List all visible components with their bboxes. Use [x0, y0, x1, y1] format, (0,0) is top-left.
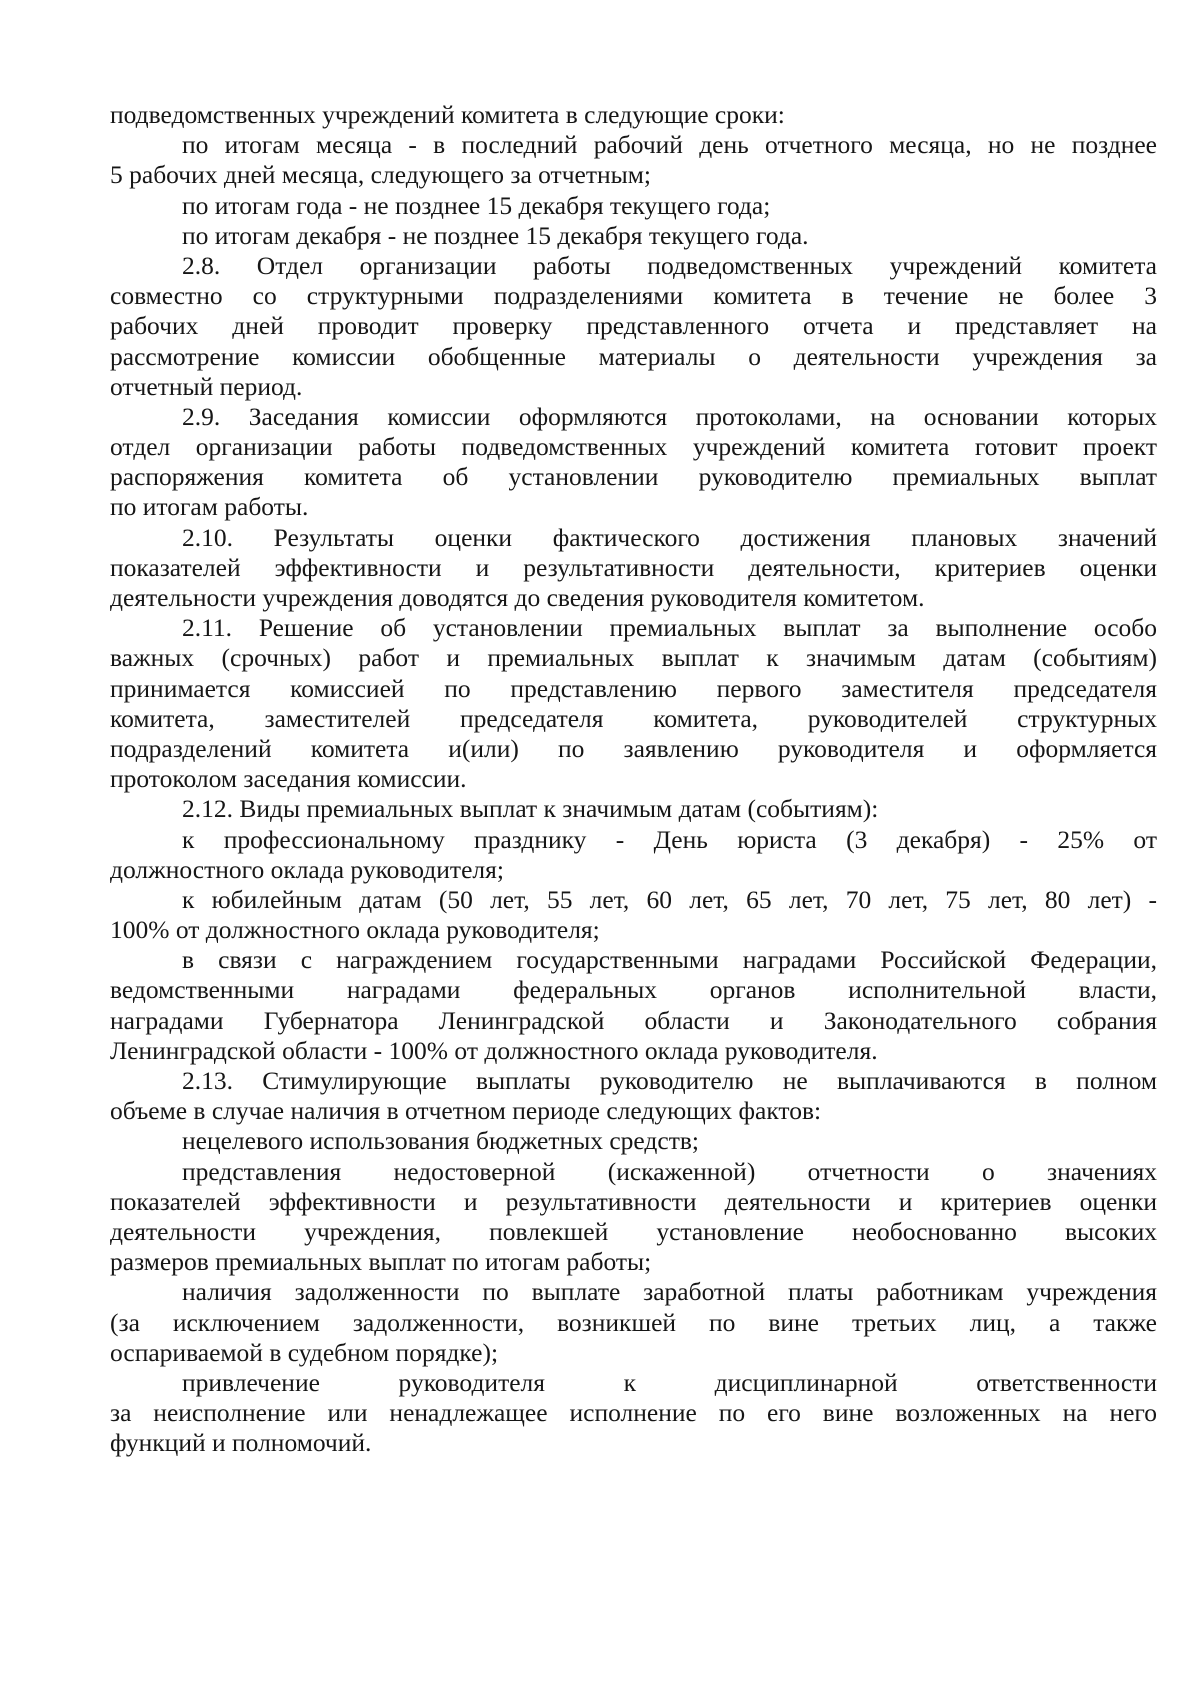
text-line: объеме в случае наличия в отчетном периоде следующих фактов:: [110, 1096, 822, 1126]
text-line: в связи с награждением государственными наградами Российской Федерации,: [182, 945, 1157, 975]
text-line: 2.9. Заседания комиссии оформляются протоколами, на основании которых: [182, 401, 1157, 431]
text-line: комитета, заместителей председателя комитета, руководителей структурных: [110, 703, 1157, 733]
text-line: 2.13. Стимулирующие выплаты руководителю не выплачиваются в полном: [182, 1066, 1157, 1095]
text-line: функций и полномочий.: [110, 1428, 372, 1458]
text-line: оспариваемой в судебном порядке);: [110, 1337, 499, 1367]
text-line: совместно со структурными подразделениями комитета в течение не более 3: [110, 281, 1157, 311]
text-line: 100% от должностного оклада руководителя;: [110, 915, 600, 945]
text-line: привлечение руководителя к дисциплинарной ответственности: [182, 1367, 1157, 1397]
text-line: к профессиональному празднику - День юриста (3 декабря) - 25% от: [182, 824, 1157, 854]
text-line: размеров премиальных выплат по итогам работы;: [110, 1247, 652, 1277]
text-line: распоряжения комитета об установлении руководителю премиальных выплат: [110, 462, 1157, 492]
text-line: Ленинградской области - 100% от должностного оклада руководителя.: [110, 1035, 878, 1065]
text-line: отчетный период.: [110, 371, 303, 401]
text-line: рабочих дней проводит проверку представленного отчета и представляет на: [110, 311, 1157, 341]
document-page: [110, 100, 1157, 1458]
text-line: по итогам года - не позднее 15 декабря текущего года;: [182, 190, 771, 220]
text-line: 2.11. Решение об установлении премиальных выплат за выполнение особо: [182, 613, 1157, 643]
text-line: представления недостоверной (искаженной) отчетности о значениях: [182, 1156, 1157, 1186]
text-line: наградами Губернатора Ленинградской области и Законодательного собрания: [110, 1005, 1157, 1035]
text-line: должностного оклада руководителя;: [110, 854, 504, 884]
text-line: ведомственными наградами федеральных органов исполнительной власти,: [110, 975, 1157, 1005]
text-line: 2.8. Отдел организации работы подведомственных учреждений комитета: [182, 250, 1157, 280]
text-line: протоколом заседания комиссии.: [110, 764, 467, 794]
text-line: показателей эффективности и результативности деятельности, критериев оценки: [110, 552, 1157, 582]
text-line: (за исключением задолженности, возникшей по вине третьих лиц, а также: [110, 1307, 1157, 1337]
text-line: 2.10. Результаты оценки фактического достижения плановых значений: [182, 522, 1157, 552]
text-line: к юбилейным датам (50 лет, 55 лет, 60 лет, 65 лет, 70 лет, 75 лет, 80 лет) -: [182, 884, 1157, 914]
text-line: по итогам работы.: [110, 492, 309, 522]
text-line: 2.12. Виды премиальных выплат к значимым датам (событиям):: [182, 794, 879, 824]
text-line: рассмотрение комиссии обобщенные материалы о деятельности учреждения за: [110, 341, 1157, 371]
text-line: по итогам декабря - не позднее 15 декабря текущего года.: [182, 220, 809, 250]
text-line: нецелевого использования бюджетных средств;: [182, 1126, 699, 1156]
text-line: деятельности учреждения доводятся до сведения руководителя комитетом.: [110, 583, 925, 612]
text-line: подразделений комитета и(или) по заявлению руководителя и оформляется: [110, 733, 1157, 763]
text-line: за неисполнение или ненадлежащее исполнение по его вине возложенных на него: [110, 1398, 1157, 1428]
text-line: 5 рабочих дней месяца, следующего за отчетным;: [110, 160, 651, 190]
text-line: показателей эффективности и результативности деятельности и критериев оценки: [110, 1186, 1157, 1216]
text-line: отдел организации работы подведомственных учреждений комитета готовит проект: [110, 432, 1157, 462]
text-line: принимается комиссией по представлению первого заместителя председателя: [110, 673, 1157, 703]
text-line: важных (срочных) работ и премиальных выплат к значимым датам (событиям): [110, 643, 1157, 673]
text-line: наличия задолженности по выплате заработной платы работникам учреждения: [182, 1277, 1157, 1307]
text-line: деятельности учреждения, повлекшей установление необоснованно высоких: [110, 1216, 1157, 1246]
text-line: по итогам месяца - в последний рабочий день отчетного месяца, но не позднее: [182, 130, 1157, 160]
text-line: подведомственных учреждений комитета в следующие сроки:: [110, 100, 785, 129]
